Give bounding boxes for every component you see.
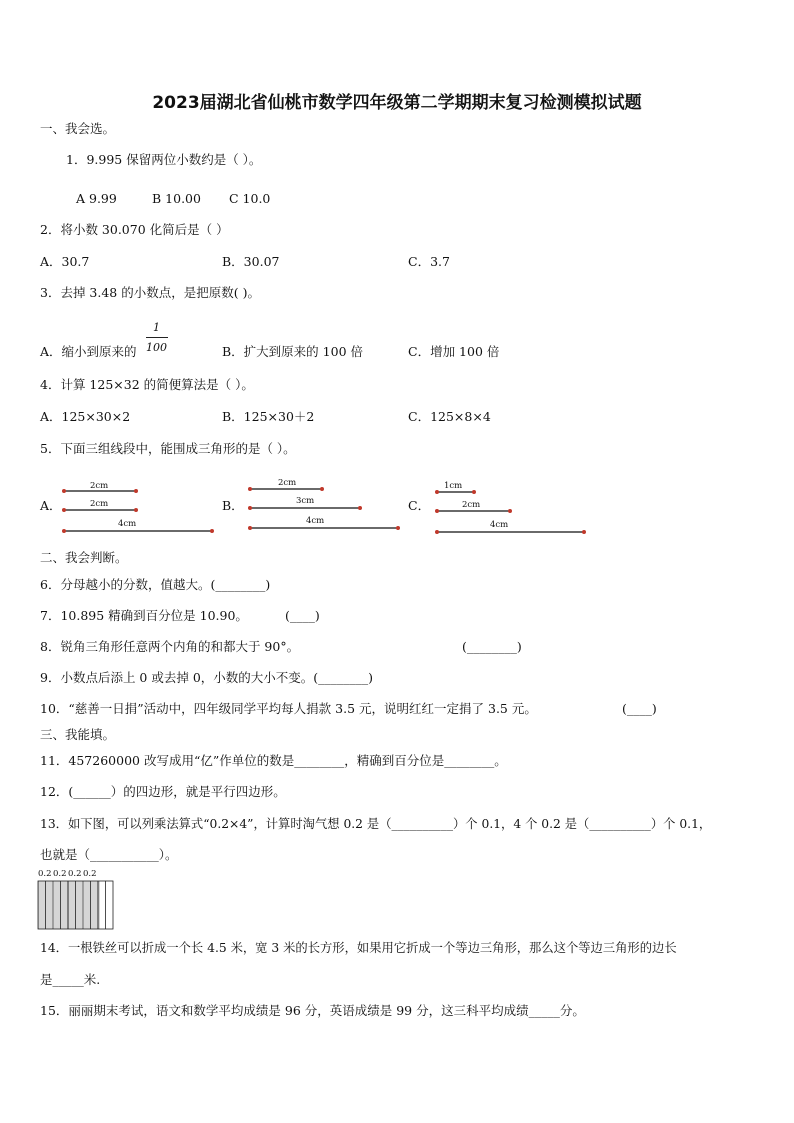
q5-c-dot [435,530,439,534]
q8-answer-blank: (________) [462,639,522,654]
q5-c-dot [582,530,586,534]
q5-c-dot [435,490,439,494]
q1-option-a: A 9.99 [76,191,117,206]
q5-b-seg1-label: 2cm [278,478,297,488]
q5-c-seg2-label: 2cm [462,500,481,510]
q5-a-dot [62,489,66,493]
q5-group-c-label: C． [408,498,431,513]
q5-group-b-label: B． [222,498,244,513]
question-8: 8．锐角三角形任意两个内角的和都大于 90°。 [40,639,300,654]
q3-option-b: B．扩大到原来的 100 倍 [222,344,363,359]
q5-c-dot [472,490,476,494]
q13-bar-label: 0.2 [68,869,82,879]
q5-a-dot [62,529,66,533]
q13-bar-label: 0.2 [53,869,67,879]
q5-group-a-label: A． [40,498,62,513]
q3-fraction-numerator: 1 [153,321,160,334]
question-13-line2: 也就是（___________）。 [40,847,178,862]
q5-a-dot [62,508,66,512]
question-15: 15．丽丽期末考试，语文和数学平均成绩是 96 分，英语成绩是 99 分，这三科平均成绩_____分。 [40,1003,585,1018]
page-title: 2023届湖北省仙桃市数学四年级第二学期期末复习检测模拟试题 [152,93,642,113]
q2-option-c: C．3.7 [408,254,450,269]
q5-b-dot [396,526,400,530]
q5-a-dot [210,529,214,533]
q5-b-dot [358,506,362,510]
q5-a-seg2-label: 2cm [90,499,109,509]
question-14-line2: 是_____米. [40,972,101,987]
q10-answer-blank: (____) [622,701,657,716]
question-7: 7．10.895 精确到百分位是 10.90。 [40,608,248,623]
section-heading-fill: 三、我能填。 [40,727,116,742]
q5-c-seg3-label: 4cm [490,520,509,530]
q4-option-b: B．125×30＋2 [222,409,315,424]
question-2: 2．将小数 30.070 化简后是（ ） [40,222,229,237]
q1-option-c: C 10.0 [229,191,271,206]
q5-b-dot [248,506,252,510]
q5-b-dot [248,526,252,530]
question-3: 3．去掉 3.48 的小数点，是把原数( )。 [40,285,260,300]
q5-c-dot [508,509,512,513]
q13-bar-figure [0,0,1,1]
q5-c-seg1-label: 1cm [444,481,463,491]
question-6: 6．分母越小的分数，值越大。(________) [40,577,271,592]
question-10: 10．“慈善一日捐”活动中，四年级同学平均每人捐款 3.5 元，说明红红一定捐了 3.5 元。 [40,701,537,716]
q5-a-dot [134,489,138,493]
question-14-line1: 14．一根铁丝可以折成一个长 4.5 米，宽 3 米的长方形，如果用它折成一个等边三角形，那么这个等边三角形的边长 [40,941,677,955]
question-11: 11．457260000 改写成用“亿”作单位的数是________，精确到百分位是________。 [40,753,507,768]
question-9: 9．小数点后添上 0 或去掉 0，小数的大小不变。(________) [40,670,374,685]
q2-option-a: A．30.7 [40,254,90,269]
question-12: 12．(______）的四边形，就是平行四边形。 [40,784,286,799]
q13-bar-label: 0.2 [38,869,52,879]
q1-option-b: B 10.00 [152,191,201,206]
q5-b-dot [248,487,252,491]
q5-c-dot [435,509,439,513]
q2-option-b: B．30.07 [222,254,280,269]
q5-a-dot [134,508,138,512]
q5-a-seg1-label: 2cm [90,481,109,491]
q4-option-c: C．125×8×4 [408,409,491,424]
q5-a-seg3-label: 4cm [118,519,137,529]
q3-option-c: C．增加 100 倍 [408,344,500,359]
question-1: 1．9.995 保留两位小数约是（ ）。 [66,152,262,167]
question-4: 4．计算 125×32 的简便算法是（ ）。 [40,377,254,392]
q5-b-seg2-label: 3cm [296,496,315,506]
question-5: 5．下面三组线段中，能围成三角形的是（ ）。 [40,441,296,456]
q5-b-dot [320,487,324,491]
section-heading-choose: 一、我会选。 [40,121,116,136]
question-13-line1: 13．如下图，可以列乘法算式“0.2×4”，计算时淘气想 0.2 是（__________）个 0.1，4 个 0.2 是（__________）个 0.1， [40,817,712,831]
q5-b-seg3-label: 4cm [306,516,325,526]
q7-answer-blank: (____) [285,608,320,623]
q3-fraction-denominator: 100 [146,341,167,354]
q3-fraction-bar [146,337,168,338]
section-heading-judge: 二、我会判断。 [40,550,128,565]
q3-option-a: A．缩小到原来的 [40,344,137,359]
q13-bar-label: 0.2 [83,869,97,879]
q4-option-a: A．125×30×2 [40,409,131,424]
